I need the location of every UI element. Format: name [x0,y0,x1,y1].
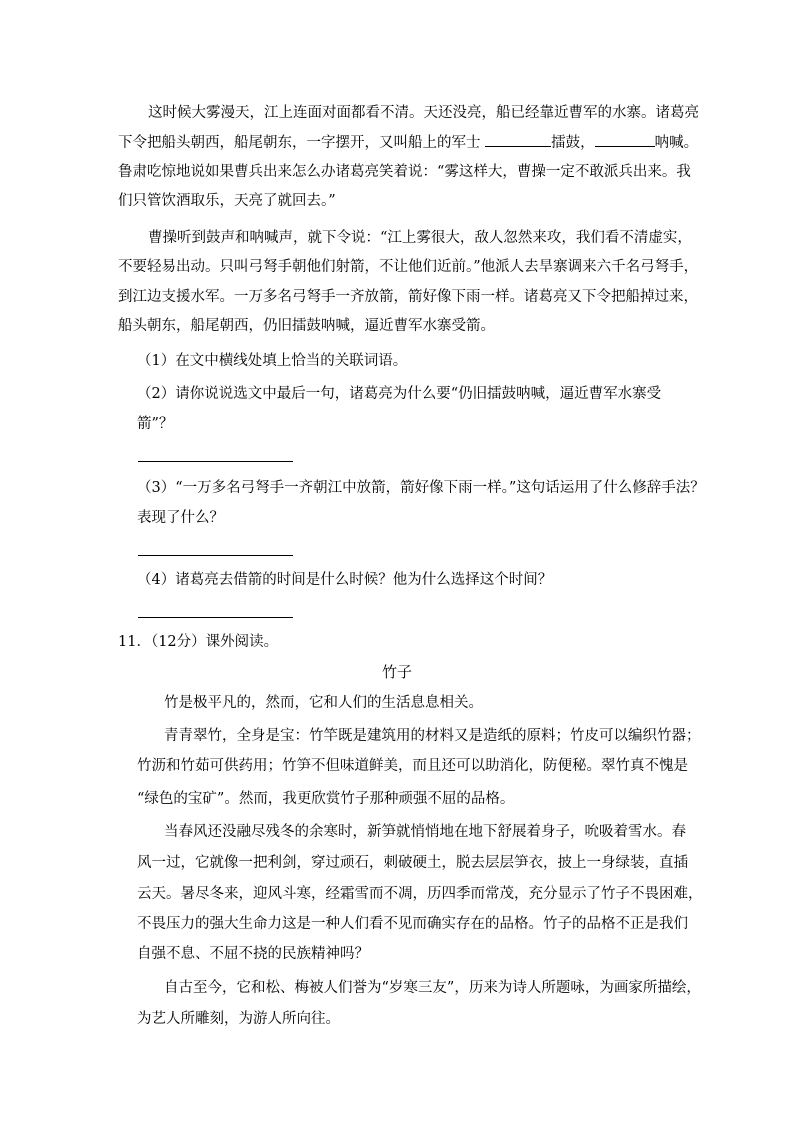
answer-line-3[interactable] [138,555,293,556]
article-line: 云天。暑尽冬来，迎风斗寒，经霜雪而不凋，历四季而常茂，充分显示了竹子不畏困难， [137,886,703,902]
question-11-heading: 11．（12分）课外阅读。 [118,634,279,650]
article-line: 为艺人所雕刻，为游人所向往。 [137,1011,340,1027]
passage-line: 曹操听到鼓声和呐喊声，就下令说：“江上雾很大，敌人忽然来攻，我们看不清虚实， [148,230,692,246]
article-line: 青青翠竹，全身是宝：竹竿既是建筑用的材料又是造纸的原料；竹皮可以编织竹器； [164,728,701,744]
passage-line: 船头朝东，船尾朝西，仍旧擂鼓呐喊，逼近曹军水寨受箭。 [118,318,495,334]
answer-line-2[interactable] [138,461,293,462]
passage-line: 不要轻易出动。只叫弓弩手朝他们射箭，不让他们近前。”他派人去旱寨调来六千名弓弩手， [118,259,699,275]
passage-text: 呐喊。 [654,135,699,151]
article-line: 竹是极平凡的，然而，它和人们的生活息息相关。 [164,695,483,711]
question-4: （4）诸葛亮去借箭的时间是什么时候？他为什么选择这个时间？ [137,572,553,588]
question-2-cont: 箭”？ [137,416,174,432]
passage-text: 擂鼓， [551,135,595,151]
article-line: 当春风还没融尽残冬的余寒时，新笋就悄悄地在地下舒展着身子，吮吸着雪水。春 [164,824,686,840]
passage-line: 到江边支援水军。一万多名弓弩手一齐放箭，箭好像下雨一样。诸葛亮又下令把船掉过来， [118,289,698,305]
passage-line: 这时候大雾漫天，江上连面对面都看不清。天还没亮，船已经靠近曹军的水寨。诸葛亮 [148,105,699,121]
article-title: 竹子 [381,663,412,681]
article-line: “绿色的宝矿”。然而，我更欣赏竹子那种顽强不屈的品格。 [137,791,515,807]
fill-blank-1[interactable] [485,132,551,147]
question-3-cont: 表现了什么？ [137,510,224,526]
question-3: （3）“一万多名弓弩手一齐朝江中放箭，箭好像下雨一样。”这句话运用了什么修辞手法？ [137,480,705,496]
answer-line-4[interactable] [138,617,293,618]
fill-blank-2[interactable] [595,132,655,147]
article-line: 自强不息、不屈不挠的民族精神吗？ [137,946,369,962]
passage-text: 下令把船头朝西，船尾朝东，一字摆开，又叫船上的军士 [118,135,481,151]
article-line: 风一过，它就像一把利剑，穿过顽石，刺破硬土，脱去层层笋衣，披上一身绿装，直插 [137,855,688,871]
article-line: 自古至今，它和松、梅被人们誉为“岁寒三友”，历来为诗人所题咏，为画家所描绘， [164,980,701,996]
question-1: （1）在文中横线处填上恰当的关联词语。 [137,353,408,369]
article-line: 竹沥和竹茹可供药用；竹笋不但味道鲜美，而且还可以助消化，防便秘。翠竹真不愧是 [137,758,688,774]
passage-line: 们只管饮酒取乐，天亮了就回去。” [118,193,336,209]
passage-line: 鲁肃吃惊地说如果曹兵出来怎么办诸葛亮笑着说：“雾这样大，曹操一定不敢派兵出来。我 [118,164,691,180]
article-line: 不畏压力的强大生命力这是一种人们看不见而确实存在的品格。竹子的品格不正是我们 [137,916,688,932]
question-2: （2）请你说说选文中最后一句，诸葛亮为什么要“仍旧擂鼓呐喊，逼近曹军水寨受 [137,386,662,402]
passage-line-with-blanks [118,132,698,153]
